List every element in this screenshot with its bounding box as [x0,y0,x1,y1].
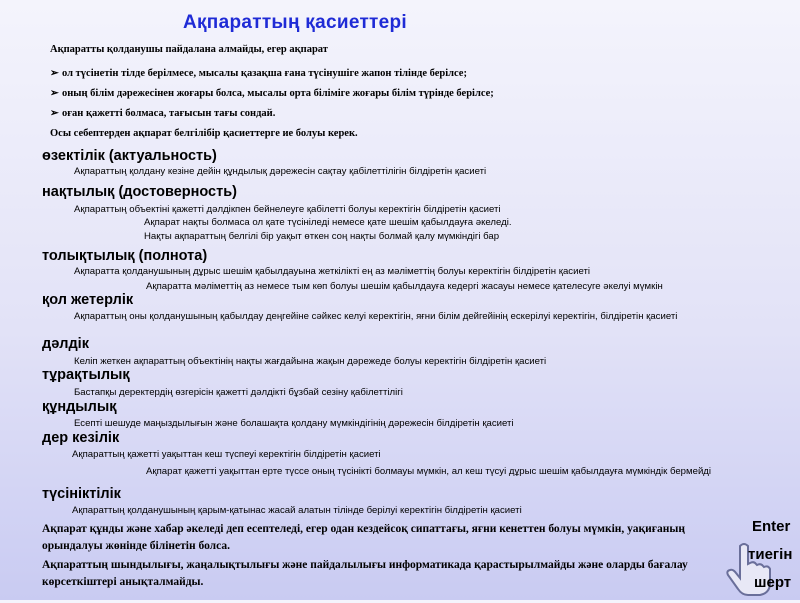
property-heading-reliability: нақтылық (достоверность) [42,184,237,200]
property-heading-relevance: өзектілік (актуальность) [42,148,217,164]
property-note: Ақпаратта мәліметтің аз немесе тым көп болуы шешім қабылдауға кедергі жасауы немесе қателесуге әкелуі мүмкін [146,281,663,292]
bullet-item: ➢ оның білім дәрежесінен жоғары болса, мысалы орта біліміге жоғары білім түрінде берілсе; [50,88,494,99]
conclusion-text: Осы себептерден ақпарат белгілібір қасиеттерге ие болуы керек. [50,128,358,139]
enter-key-hint: Enter [752,518,791,535]
property-heading-value: құндылық [42,399,117,415]
arrow-icon: ➢ [50,108,59,119]
property-heading-accessibility: қол жетерлік [42,292,134,308]
arrow-icon: ➢ [50,88,59,99]
property-heading-clarity: түсініктілік [42,486,121,502]
footer-paragraph: Ақпарат құнды және хабар әкеледі деп есептеледі, егер одан кездейсоқ сипаттағы, яғни кенеттен болуы мүмкін, уақиғаның орындалуы жөнінде білінетін болса. [42,523,685,552]
property-heading-accuracy: дәлдік [42,336,89,352]
property-description: Ақпараттың қолданушының қарым-қатынас жасай алатын тілінде берілуі керектігін білдіретін қасиеті [72,505,522,516]
property-description: Ақпараттың объектіні қажетті дәлдікпен бейнелеуге қабілетті болуы керектігін білдіретін қасиеті [74,204,501,215]
property-description: Бастапқы деректердің өзгерісін қажетті дәлдікті бұзбай сезіну қабілеттілігі [74,387,403,398]
property-description: Ақпараттың оны қолданушының қабылдау деңгейіне сәйкес келуі керектігін, яғни білім дейгейінің ескерілуі керектігін, білдіретін қасиеті [74,311,678,322]
property-note: Нақты ақпараттың белгілі бір уақыт өткен соң нақты болмай қалу мүмкіндігі бар [144,231,500,242]
property-heading-timeliness: дер кезілік [42,430,120,446]
intro-text: Ақпаратты қолданушы пайдалана алмайды, егер ақпарат [50,44,328,55]
bullet-item: ➢ ол түсінетін тілде берілмесе, мысалы қазақша ғана түсінушіге жапон тілінде берілсе; [50,68,467,79]
property-description: Есепті шешуде маңыздылығын және болашақта қолдану мүмкіндігінің дәрежесін білдіретін қасиеті [74,418,514,429]
footer-paragraph: Ақпараттың шындылығы, жаңалықтылығы және пайдалылығы информатикада қарастырылмайды және оларды бағалау көрсеткіштері анықталмайды. [42,559,688,588]
bullet-item: ➢ оған қажетті болмаса, тағысын тағы сондай. [50,108,276,119]
property-description: Ақпараттың қажетті уақыттан кеш түспеуі керектігін білдіретін қасиеті [72,449,381,460]
property-note: Ақпарат нақты болмаса ол қате түсініледі немесе қате шешім қабылдауға әкеледі. [144,217,512,228]
property-heading-stability: тұрақтылық [42,367,130,383]
page-title: Ақпараттың қасиеттері [182,12,408,33]
property-description: Ақпаратта қолданушының дұрыс шешім қабылдауына жеткілікті ең аз мәліметтің болуы керектігін білдіретін қасиеті [74,266,590,277]
property-description: Келіп жеткен ақпараттың объектінің нақты жағдайына жақын дәрежеде болуы керектігін білдіретін қасиеті [74,356,547,367]
arrow-icon: ➢ [50,68,59,79]
property-description: Ақпараттың қолдану кезіне дейін құндылық дәрежесін сақтау қабілеттілігін білдіретін қасиеті [74,166,487,177]
property-heading-completeness: толықтылық (полнота) [42,248,208,264]
property-note: Ақпарат қажетті уақыттан ерте түссе оның түсінікті болмауы мүмкін, ал кеш түсуі дұрыс шешім қабылдауға мүмкіндік бермейді [146,466,712,477]
key-hint-line: шерт [754,574,792,591]
key-hint-line: тиегін [748,546,793,563]
